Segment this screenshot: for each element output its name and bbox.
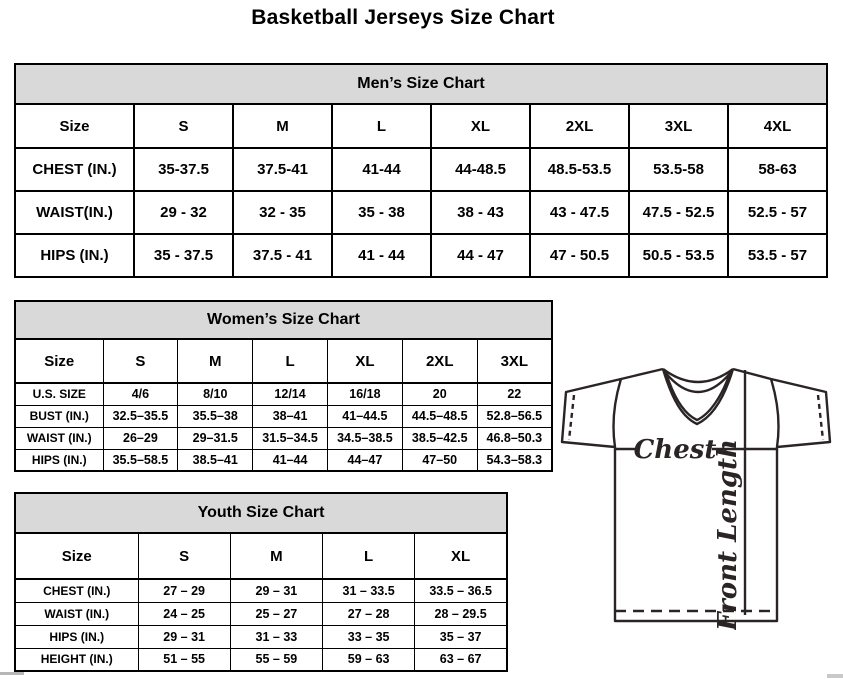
youth-cell: 24 – 25 — [138, 602, 230, 625]
men-cell: 47 - 50.5 — [530, 234, 629, 277]
youth-row-label: WAIST (IN.) — [15, 602, 138, 625]
men-cell: 43 - 47.5 — [530, 191, 629, 234]
horizontal-scrollbar-fragment-left[interactable] — [0, 672, 24, 675]
youth-cell: 29 – 31 — [138, 625, 230, 648]
men-data-row — [15, 148, 827, 191]
men-cell: 41 - 44 — [332, 234, 431, 277]
women-table-title: Women’s Size Chart — [15, 301, 552, 339]
men-col-header-3xl: 3XL — [629, 104, 728, 148]
women-col-header-s: S — [103, 339, 178, 383]
women-table-caption-row — [15, 301, 552, 339]
women-data-row — [15, 449, 552, 471]
youth-cell: 55 – 59 — [230, 648, 322, 671]
men-col-header-4xl: 4XL — [728, 104, 827, 148]
men-column-header-row — [15, 104, 827, 148]
youth-column-header-row — [15, 533, 507, 579]
jersey-body-outline — [562, 369, 830, 621]
youth-row-label: HIPS (IN.) — [15, 625, 138, 648]
jersey-cuff-dash-right — [818, 395, 823, 440]
men-col-header-xl: XL — [431, 104, 530, 148]
youth-cell: 27 – 29 — [138, 579, 230, 602]
women-cell: 52.8–56.5 — [477, 405, 552, 427]
women-row-label: U.S. SIZE — [15, 383, 103, 405]
men-row-label: CHEST (IN.) — [15, 148, 134, 191]
women-data-row — [15, 405, 552, 427]
women-cell: 38–41 — [253, 405, 328, 427]
women-data-row — [15, 383, 552, 405]
youth-cell: 27 – 28 — [323, 602, 415, 625]
men-col-header-s: S — [134, 104, 233, 148]
women-cell: 44–47 — [327, 449, 402, 471]
youth-cell: 59 – 63 — [323, 648, 415, 671]
youth-col-header-l: L — [323, 533, 415, 579]
youth-cell: 25 – 27 — [230, 602, 322, 625]
women-cell: 22 — [477, 383, 552, 405]
women-col-header-m: M — [178, 339, 253, 383]
men-cell: 35 - 38 — [332, 191, 431, 234]
jersey-diagram — [560, 364, 832, 630]
women-cell: 29–31.5 — [178, 427, 253, 449]
womens-size-table — [14, 300, 553, 472]
front-length-label: Front Length — [713, 439, 743, 630]
chest-label: Chest — [633, 435, 717, 465]
women-cell: 20 — [402, 383, 477, 405]
women-row-label: WAIST (IN.) — [15, 427, 103, 449]
women-cell: 16/18 — [327, 383, 402, 405]
youth-cell: 31 – 33.5 — [323, 579, 415, 602]
youth-cell: 31 – 33 — [230, 625, 322, 648]
youth-size-table — [14, 492, 508, 672]
men-cell: 38 - 43 — [431, 191, 530, 234]
men-col-header-m: M — [233, 104, 332, 148]
men-cell: 50.5 - 53.5 — [629, 234, 728, 277]
youth-cell: 51 – 55 — [138, 648, 230, 671]
women-cell: 41–44 — [253, 449, 328, 471]
women-cell: 32.5–35.5 — [103, 405, 178, 427]
men-col-header-l: L — [332, 104, 431, 148]
men-cell: 35-37.5 — [134, 148, 233, 191]
women-data-row — [15, 427, 552, 449]
women-column-header-row — [15, 339, 552, 383]
women-col-header-size: Size — [15, 339, 103, 383]
men-table-title: Men’s Size Chart — [15, 64, 827, 104]
men-cell: 53.5-58 — [629, 148, 728, 191]
youth-col-header-s: S — [138, 533, 230, 579]
youth-table-caption-row — [15, 493, 507, 533]
women-cell: 35.5–58.5 — [103, 449, 178, 471]
page-title: Basketball Jerseys Size Chart — [251, 6, 555, 29]
men-cell: 37.5 - 41 — [233, 234, 332, 277]
men-row-label: WAIST(IN.) — [15, 191, 134, 234]
jersey-armhole-seam-left — [613, 379, 621, 447]
women-cell: 47–50 — [402, 449, 477, 471]
youth-cell: 63 – 67 — [415, 648, 507, 671]
jersey-collar-inner-v — [666, 373, 730, 420]
women-cell: 26–29 — [103, 427, 178, 449]
men-row-label: HIPS (IN.) — [15, 234, 134, 277]
women-cell: 31.5–34.5 — [253, 427, 328, 449]
youth-cell: 33.5 – 36.5 — [415, 579, 507, 602]
women-row-label: BUST (IN.) — [15, 405, 103, 427]
women-col-header-l: L — [253, 339, 328, 383]
men-cell: 48.5-53.5 — [530, 148, 629, 191]
youth-data-row — [15, 625, 507, 648]
youth-row-label: HEIGHT (IN.) — [15, 648, 138, 671]
women-cell: 35.5–38 — [178, 405, 253, 427]
men-cell: 41-44 — [332, 148, 431, 191]
youth-data-row — [15, 602, 507, 625]
youth-col-header-m: M — [230, 533, 322, 579]
women-row-label: HIPS (IN.) — [15, 449, 103, 471]
men-cell: 52.5 - 57 — [728, 191, 827, 234]
jersey-collar-outer-v — [663, 369, 733, 424]
women-cell: 8/10 — [178, 383, 253, 405]
youth-cell: 35 – 37 — [415, 625, 507, 648]
youth-cell: 33 – 35 — [323, 625, 415, 648]
women-col-header-3xl: 3XL — [477, 339, 552, 383]
men-cell: 53.5 - 57 — [728, 234, 827, 277]
men-cell: 32 - 35 — [233, 191, 332, 234]
youth-data-row — [15, 579, 507, 602]
women-col-header-xl: XL — [327, 339, 402, 383]
men-col-header-size: Size — [15, 104, 134, 148]
youth-row-label: CHEST (IN.) — [15, 579, 138, 602]
women-cell: 34.5–38.5 — [327, 427, 402, 449]
women-cell: 44.5–48.5 — [402, 405, 477, 427]
men-cell: 47.5 - 52.5 — [629, 191, 728, 234]
men-cell: 37.5-41 — [233, 148, 332, 191]
jersey-cuff-dash-left — [569, 395, 574, 440]
horizontal-scrollbar-fragment-right[interactable] — [827, 674, 843, 678]
jersey-outline-svg — [560, 364, 832, 630]
men-cell: 44 - 47 — [431, 234, 530, 277]
youth-col-header-size: Size — [15, 533, 138, 579]
men-cell: 35 - 37.5 — [134, 234, 233, 277]
jersey-armhole-seam-right — [771, 379, 779, 447]
women-cell: 38.5–41 — [178, 449, 253, 471]
men-cell: 58-63 — [728, 148, 827, 191]
youth-data-row — [15, 648, 507, 671]
women-cell: 46.8–50.3 — [477, 427, 552, 449]
youth-table-title: Youth Size Chart — [15, 493, 507, 533]
youth-col-header-xl: XL — [415, 533, 507, 579]
men-data-row — [15, 191, 827, 234]
women-cell: 38.5–42.5 — [402, 427, 477, 449]
women-cell: 54.3–58.3 — [477, 449, 552, 471]
men-col-header-2xl: 2XL — [530, 104, 629, 148]
women-col-header-2xl: 2XL — [402, 339, 477, 383]
women-cell: 4/6 — [103, 383, 178, 405]
mens-size-table — [14, 63, 828, 278]
men-cell: 29 - 32 — [134, 191, 233, 234]
youth-cell: 29 – 31 — [230, 579, 322, 602]
men-cell: 44-48.5 — [431, 148, 530, 191]
youth-cell: 28 – 29.5 — [415, 602, 507, 625]
men-data-row — [15, 234, 827, 277]
women-cell: 41–44.5 — [327, 405, 402, 427]
men-table-caption-row — [15, 64, 827, 104]
women-cell: 12/14 — [253, 383, 328, 405]
